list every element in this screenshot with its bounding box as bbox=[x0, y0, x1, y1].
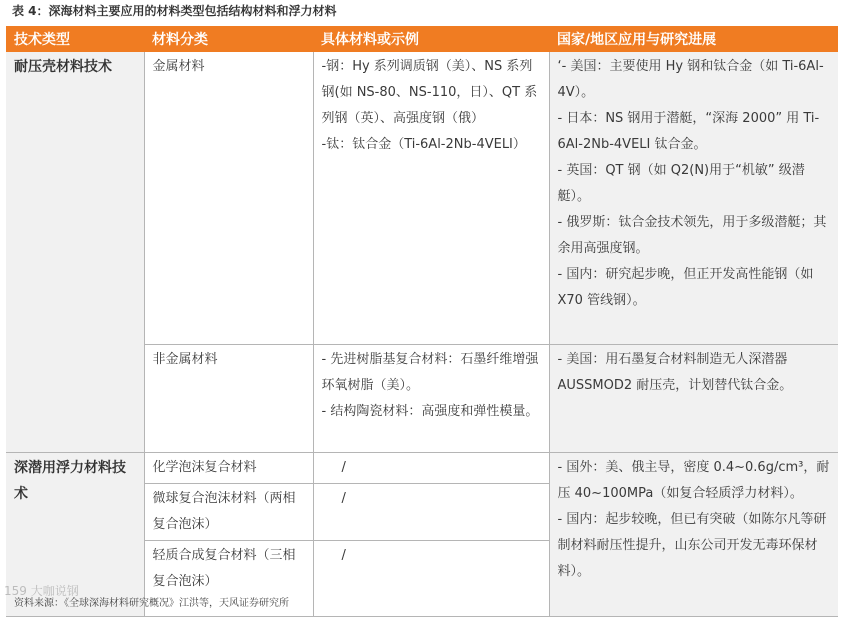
header-specific-materials: 具体材料或示例 bbox=[313, 26, 549, 52]
category-nonmetal: 非金属材料 bbox=[144, 344, 313, 452]
table-title: 表 4：深海材料主要应用的材料类型包括结构材料和浮力材料 bbox=[12, 4, 337, 18]
category-metal: 金属材料 bbox=[144, 52, 313, 344]
watermark: 159 大咖说钢 bbox=[4, 584, 79, 598]
progress-item: - 国内：研究起步晚，但正开发高性能钢（如 X70 管线钢）。 bbox=[557, 267, 814, 308]
materials-metal bbox=[313, 52, 549, 344]
table-row bbox=[6, 452, 838, 483]
materials-table bbox=[6, 26, 838, 617]
material-item: - 先进树脂基复合材料：石墨纤维增强环氧树脂（美）。 bbox=[321, 351, 539, 393]
progress-buoyancy bbox=[549, 452, 838, 616]
progress-nonmetal bbox=[549, 344, 838, 452]
material-item: -钛：钛合金（Ti-6Al-2Nb-4VELI） bbox=[321, 137, 526, 152]
material-item: -钢：Hy 系列调质钢（美）、NS 系列钢(如 NS-80、NS-110，日）、QT 系列钢（英）、高强度钢（俄） bbox=[321, 59, 538, 126]
header-progress: 国家/地区应用与研究进展 bbox=[549, 26, 838, 52]
category-lightweight-composite: 轻质合成复合材料（三相复合泡沫） bbox=[144, 540, 313, 616]
tech-buoyancy: 深潜用浮力材料技术 bbox=[6, 452, 144, 616]
material-item: - 结构陶瓷材料：高强度和弹性模量。 bbox=[321, 403, 539, 419]
progress-item: - 英国：QT 钢（如 Q2(N)用于“机敏” 级潜艇）。 bbox=[557, 163, 805, 204]
materials-lightweight-composite: / bbox=[313, 540, 549, 616]
source-note: 资料来源：《全球深海材料研究概况》江洪等，天风证券研究所 bbox=[14, 598, 289, 609]
progress-item: - 日本：NS 钢用于潜艇，“深海 2000” 用 Ti-6Al-2Nb-4VELI 钛合金。 bbox=[557, 111, 820, 152]
category-microsphere-foam: 微球复合泡沫材料（两相复合泡沫） bbox=[144, 483, 313, 540]
table-header-row bbox=[6, 26, 838, 52]
materials-nonmetal bbox=[313, 344, 549, 452]
header-tech-type: 技术类型 bbox=[6, 26, 144, 52]
materials-microsphere-foam: / bbox=[313, 483, 549, 540]
materials-chemical-foam: / bbox=[313, 452, 549, 483]
category-chemical-foam: 化学泡沫复合材料 bbox=[144, 452, 313, 483]
progress-item: - 俄罗斯：钛合金技术领先，用于多级潜艇；其余用高强度钢。 bbox=[557, 215, 827, 256]
progress-item: - 美国：用石墨复合材料制造无人深潜器 AUSSMOD2 耐压壳，计划替代钛合金。 bbox=[557, 351, 793, 393]
header-material-category: 材料分类 bbox=[144, 26, 313, 52]
progress-item: - 国内：起步较晚，但已有突破（如陈尔凡等研制材料耐压性提升，山东公司开发无毒环保材料）。 bbox=[557, 511, 827, 579]
tech-pressure-hull: 耐压壳材料技术 bbox=[6, 52, 144, 452]
table-row bbox=[6, 52, 838, 344]
progress-item: - 国外：美、俄主导，密度 0.4~0.6g/cm³，耐压 40~100MPa（如复合轻质浮力材料）。 bbox=[557, 459, 830, 501]
progress-item: ‘- 美国：主要使用 Hy 钢和钛合金（如 Ti-6Al-4V）。 bbox=[557, 59, 824, 100]
progress-metal bbox=[549, 52, 838, 344]
